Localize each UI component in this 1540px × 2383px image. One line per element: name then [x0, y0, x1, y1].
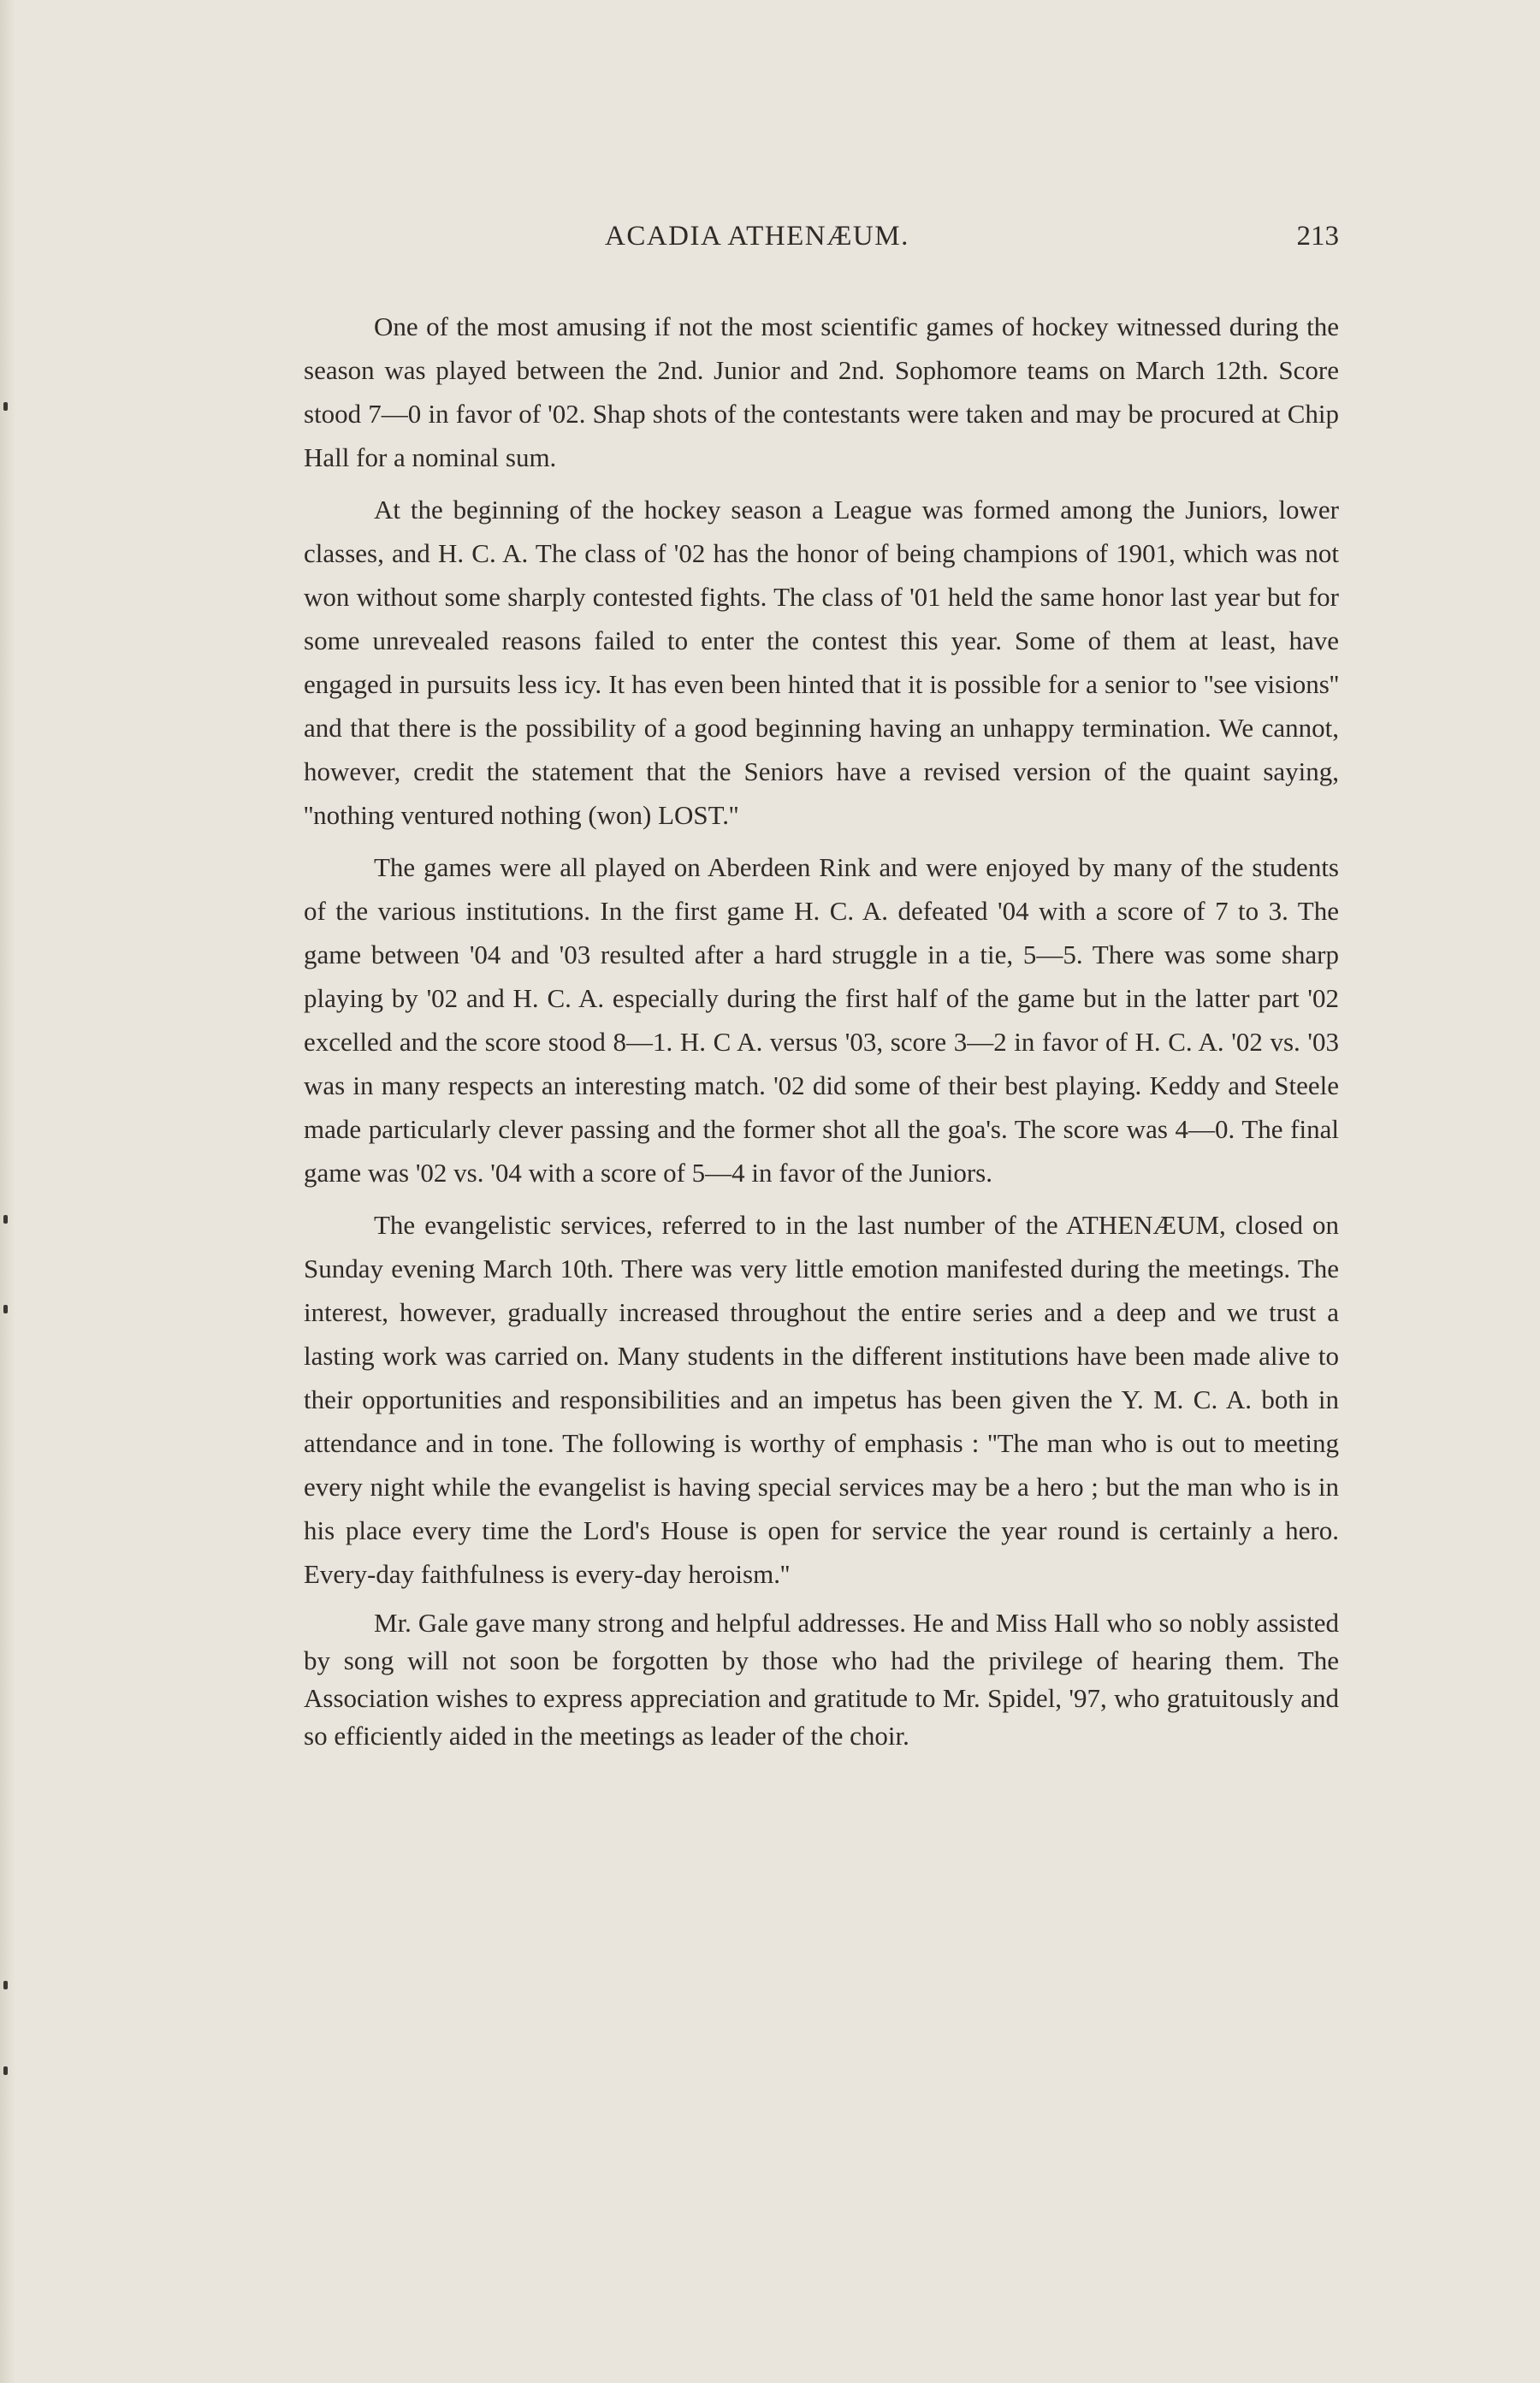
- margin-mark: [3, 1981, 8, 1989]
- margin-mark: [3, 2066, 8, 2075]
- page-edge: [0, 0, 15, 2383]
- margin-mark: [3, 1305, 8, 1313]
- paragraph-hockey-league: At the beginning of the hockey season a League was formed among the Juniors, lower classes, and H. C. A. The class of '02 has the honor of being champions of 1901, which was not won without some sharply contested fights. The class of '01 held the same honor last year but for some unrevealed reasons failed to enter the contest this year. Some of them at least, have engaged in pursuits less icy. It has even been hinted that it is possible for a senior to ''see visions'' and that there is the possibility of a good beginning having an unhappy termination. We cannot, however, credit the statement that the Seniors have a revised version of the quaint saying, ''nothing ventured nothing (won) LOST.'': [304, 495, 1339, 830]
- margin-mark: [3, 1215, 8, 1224]
- paragraph-hockey-game: One of the most amusing if not the most scientific games of hockey witnessed during the season was played between the 2nd. Junior and 2nd. Sophomore teams on March 12th. Score stood 7—0 in favor of '02. Shap shots of the contestants were taken and may be procured at Chip Hall for a nominal sum.: [304, 311, 1339, 472]
- margin-mark: [3, 402, 8, 411]
- paragraph-evangelistic-services: The evangelistic services, referred to in the last number of the ATHENÆUM, closed on Sunday evening March 10th. There was very little emotion manifested during the meetings. The interest, however, gradually increased throughout the entire series and a deep and we trust a lasting work was carried on. Many students in the different institutions have been made alive to their opportunities and responsibilities and an impetus has been given the Y. M. C. A. both in attendance and in tone. The following is worthy of emphasis : ''The man who is out to meeting every night while the evangelist is having special services may be a hero ; but the man who is in his place every time the Lord's House is open for service the year round is certainly a hero. Every-day faithfulness is every-day heroism.'': [304, 1210, 1339, 1589]
- paragraph-mr-gale: Mr. Gale gave many strong and helpful addresses. He and Miss Hall who so nobly assisted by song will not soon be forgotten by those who had the privilege of hearing them. The Association wishes to express appreciation and gratitude to Mr. Spidel, '97, who gratuitously and so efficiently aided in the meetings as leader of the choir.: [304, 1608, 1339, 1751]
- article-body: [304, 305, 1339, 1760]
- running-title: ACADIA ATHENÆUM.: [605, 221, 909, 252]
- page-header: [304, 221, 1339, 264]
- page-number: 213: [1296, 221, 1339, 252]
- paragraph-hockey-results: The games were all played on Aberdeen Rink and were enjoyed by many of the students of the various institutions. In the first game H. C. A. defeated '04 with a score of 7 to 3. The game between '04 and '03 resulted after a hard struggle in a tie, 5—5. There was some sharp playing by '02 and H. C. A. especially during the first half of the game but in the latter part '02 excelled and the score stood 8—1. H. C A. versus '03, score 3—2 in favor of H. C. A. '02 vs. '03 was in many respects an interesting match. '02 did some of their best playing. Keddy and Steele made particularly clever passing and the former shot all the goa's. The score was 4—0. The final game was '02 vs. '04 with a score of 5—4 in favor of the Juniors.: [304, 852, 1339, 1188]
